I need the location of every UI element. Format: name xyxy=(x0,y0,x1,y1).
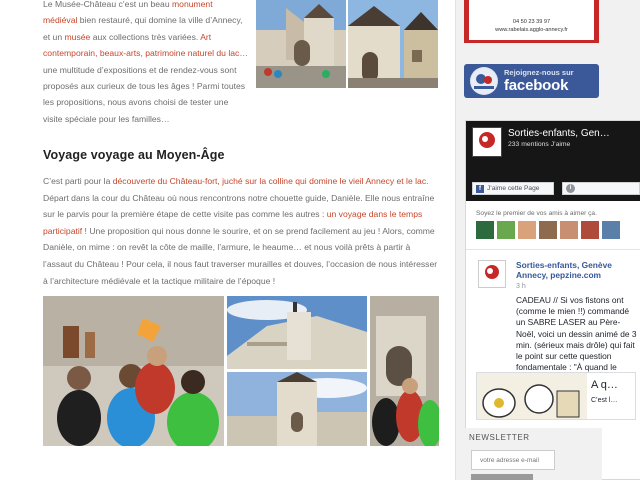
page-profile-picture[interactable] xyxy=(472,127,502,157)
fan-avatars xyxy=(476,221,620,239)
friends-like-prompt: Soyez le premier de vos amis à aimer ça. xyxy=(476,210,597,217)
link-preview-title: A q… xyxy=(591,379,618,391)
link-monument-medieval[interactable]: monument médiéval xyxy=(43,0,213,26)
para-text-1: C’est parti pour la xyxy=(43,176,113,186)
photo-castle-tower-sky[interactable] xyxy=(227,372,367,446)
facebook-cover xyxy=(466,121,640,201)
link-decouverte-chateau[interactable]: découverte du Château-fort, juché sur la colline qui domine le vieil Annecy et le lac xyxy=(112,176,427,186)
like-page-label: J’aime cette Page xyxy=(487,185,540,192)
fan-avatar[interactable] xyxy=(581,221,599,239)
ad-phone: 04 50 23 39 97 xyxy=(512,19,551,25)
newsletter-title: NEWSLETTER xyxy=(469,433,530,442)
page-info-button[interactable] xyxy=(562,182,640,195)
para-text-3: ! Une proposition qui nous donne le sourire, et on se prend facilement au jeu ! Alors, comme Danièle, on mime : on revêt la côte de maille, l’armure, le heaume… et nous voilà prêts à partir à l’assaut du Château ! Pour cela, il nous faut traverser murailles et douves, l’occasion de nous intéresser à l’architecture médiévale et la tactique militaire de l’époque ! xyxy=(43,225,438,286)
post-text: CADEAU // Si vos fistons ont (comme le mien !!) commandé un SABRE LASER au Père-Noël, voici un dessin animé de 3 min. (sérieux mais drôle) qui fait le point sur cette question fondamentale : "À quand le xyxy=(516,295,637,373)
sidebar xyxy=(455,0,640,480)
pepzine-logo-icon xyxy=(470,67,498,95)
newsletter-widget xyxy=(465,428,602,480)
facebook-page-widget xyxy=(465,120,640,480)
page-like-count: 233 mentions J’aime xyxy=(508,141,571,148)
facebook-f-icon: f xyxy=(476,185,484,193)
facebook-join-line1: Rejoignez-nous sur xyxy=(504,67,574,77)
ad-url: www.rabelais.agglo-annecy.fr xyxy=(495,27,568,33)
link-art-contemporain[interactable]: Art contemporain, beaux-arts, patrimoine naturel du lac xyxy=(43,31,240,59)
page-name-link[interactable]: Sorties-enfants, Gen… xyxy=(508,128,610,139)
section-heading: Voyage voyage au Moyen-Âge xyxy=(43,148,225,162)
post-author-avatar[interactable] xyxy=(478,260,506,288)
post-timestamp[interactable]: 3 h xyxy=(516,283,526,290)
fan-avatar[interactable] xyxy=(518,221,536,239)
post-link-preview[interactable] xyxy=(476,372,636,420)
link-preview-image xyxy=(477,373,587,420)
newsletter-email-input[interactable] xyxy=(471,450,555,470)
post-author-link[interactable]: Sorties-enfants, Genève Annecy, pepzine.com xyxy=(516,260,612,281)
photo-castle-walls[interactable] xyxy=(227,296,367,369)
link-preview-subtitle: C’est l… xyxy=(591,397,618,404)
body-paragraph xyxy=(43,173,439,289)
top-photo-pair xyxy=(256,0,438,88)
photo-children-gate[interactable] xyxy=(370,296,439,446)
facebook-join-button[interactable] xyxy=(464,64,599,98)
rabelais-ad-banner[interactable] xyxy=(464,0,599,43)
intro-text-1: Le Musée-Château c’est un beau xyxy=(43,0,172,9)
intro-text-4: … une multitude d’expositions et de rendez-vous sont proposés aux curieux de tous les âges ! Parmi toutes les propositions, nous avons choisi de tester une visite spéciale pour les familles… xyxy=(43,48,248,124)
link-voyage-temps[interactable]: un voyage dans le temps participatif xyxy=(43,209,423,236)
fan-avatar[interactable] xyxy=(476,221,494,239)
intro-text-2: bien restauré, qui domine la ville d’Annecy, et un xyxy=(43,15,243,42)
fan-avatar[interactable] xyxy=(539,221,557,239)
fan-avatar[interactable] xyxy=(560,221,578,239)
intro-text-3: aux collections très variées. xyxy=(90,31,201,42)
photo-castle-towers[interactable] xyxy=(348,0,438,88)
fan-avatar[interactable] xyxy=(497,221,515,239)
intro-paragraph xyxy=(43,0,248,127)
link-musee[interactable]: musée xyxy=(64,31,91,42)
photo-castle-courtyard[interactable] xyxy=(256,0,346,88)
newsletter-submit-button[interactable] xyxy=(471,474,533,480)
info-icon: i xyxy=(566,184,575,193)
facebook-wordmark: facebook xyxy=(504,77,569,95)
photo-gallery xyxy=(43,296,439,446)
photo-children-guide[interactable] xyxy=(43,296,224,446)
fan-avatar[interactable] xyxy=(602,221,620,239)
like-page-button[interactable] xyxy=(472,182,554,195)
para-text-2: . Départ dans la cour du Château où nous rencontrons notre chouette guide, Danièle. Elle nous entraîne sur le parvis pour la première étape de cette visite pas comme les autres : xyxy=(43,176,435,220)
